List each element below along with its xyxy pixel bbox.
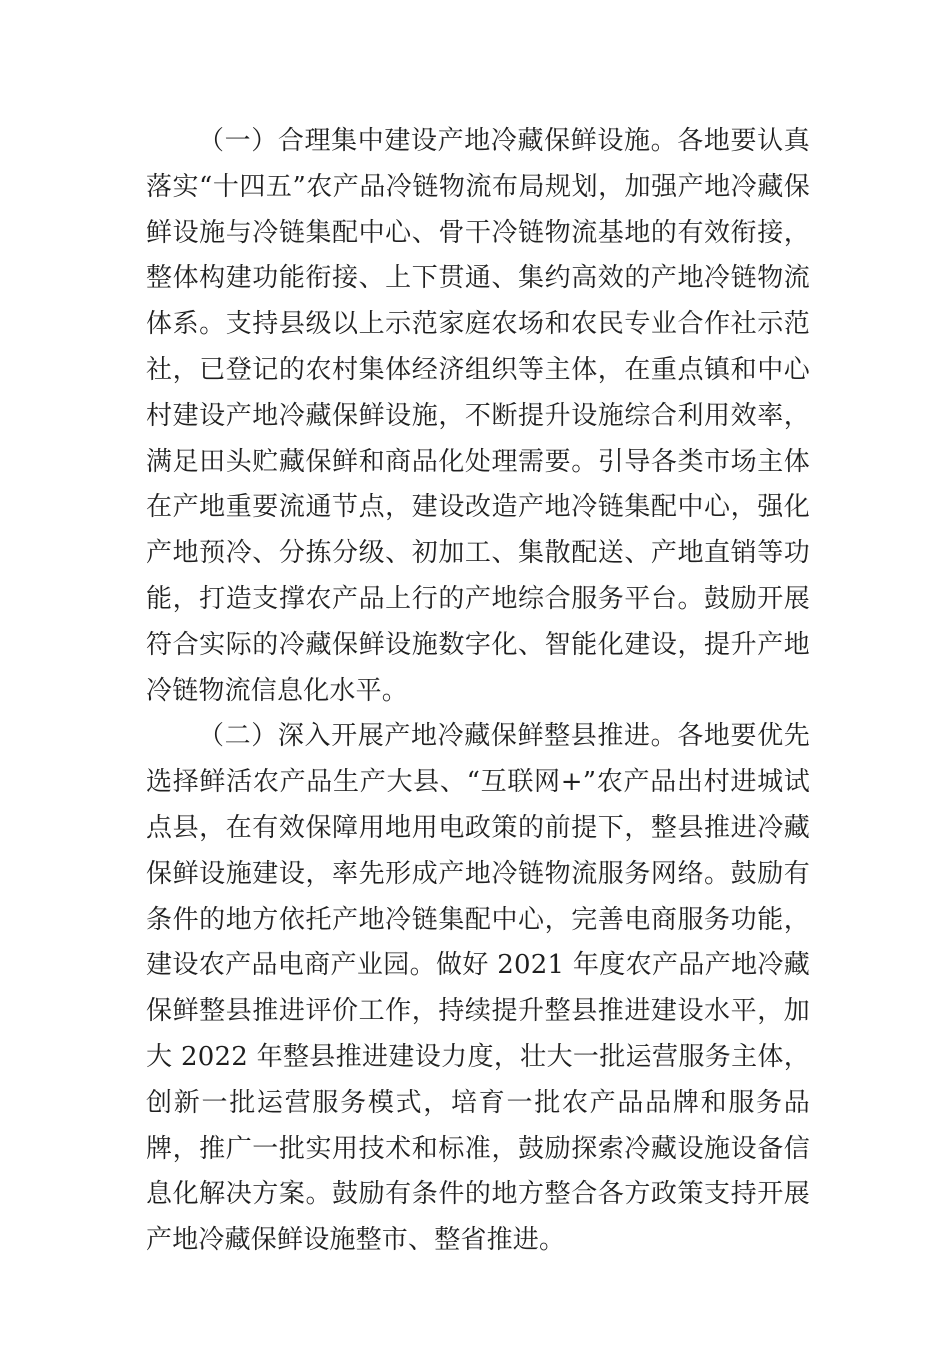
document-body: [146, 119, 810, 1264]
paragraph-section-one: （一）合理集中建设产地冷藏保鲜设施。各地要认真落实“十四五”农产品冷链物流布局规划，加强产地冷藏保鲜设施与冷链集配中心、骨干冷链物流基地的有效衔接，整体构建功能衔接、上下贯通、集约高效的产地冷链物流体系。支持县级以上示范家庭农场和农民专业合作社示范社，已登记的农村集体经济组织等主体，在重点镇和中心村建设产地冷藏保鲜设施，不断提升设施综合利用效率，满足田头贮藏保鲜和商品化处理需要。引导各类市场主体在产地重要流通节点，建设改造产地冷链集配中心，强化产地预冷、分拣分级、初加工、集散配送、产地直销等功能，打造支撑农产品上行的产地综合服务平台。鼓励开展符合实际的冷藏保鲜设施数字化、智能化建设，提升产地冷链物流信息化水平。: [146, 126, 810, 706]
paragraph-section-two: （二）深入开展产地冷藏保鲜整县推进。各地要优先选择鲜活农产品生产大县、“互联网+”农产品出村进城试点县，在有效保障用地用电政策的前提下，整县推进冷藏保鲜设施建设，率先形成产地冷链物流服务网络。鼓励有条件的地方依托产地冷链集配中心，完善电商服务功能，建设农产品电商产业园。做好 2021 年度农产品产地冷藏保鲜整县推进评价工作，持续提升整县推进建设水平，加大 2022 年整县推进建设力度，壮大一批运营服务主体，创新一批运营服务模式，培育一批农产品品牌和服务品牌，推广一批实用技术和标准，鼓励探索冷藏设施设备信息化解决方案。鼓励有条件的地方整合各方政策支持开展产地冷藏保鲜设施整市、整省推进。: [146, 721, 810, 1256]
